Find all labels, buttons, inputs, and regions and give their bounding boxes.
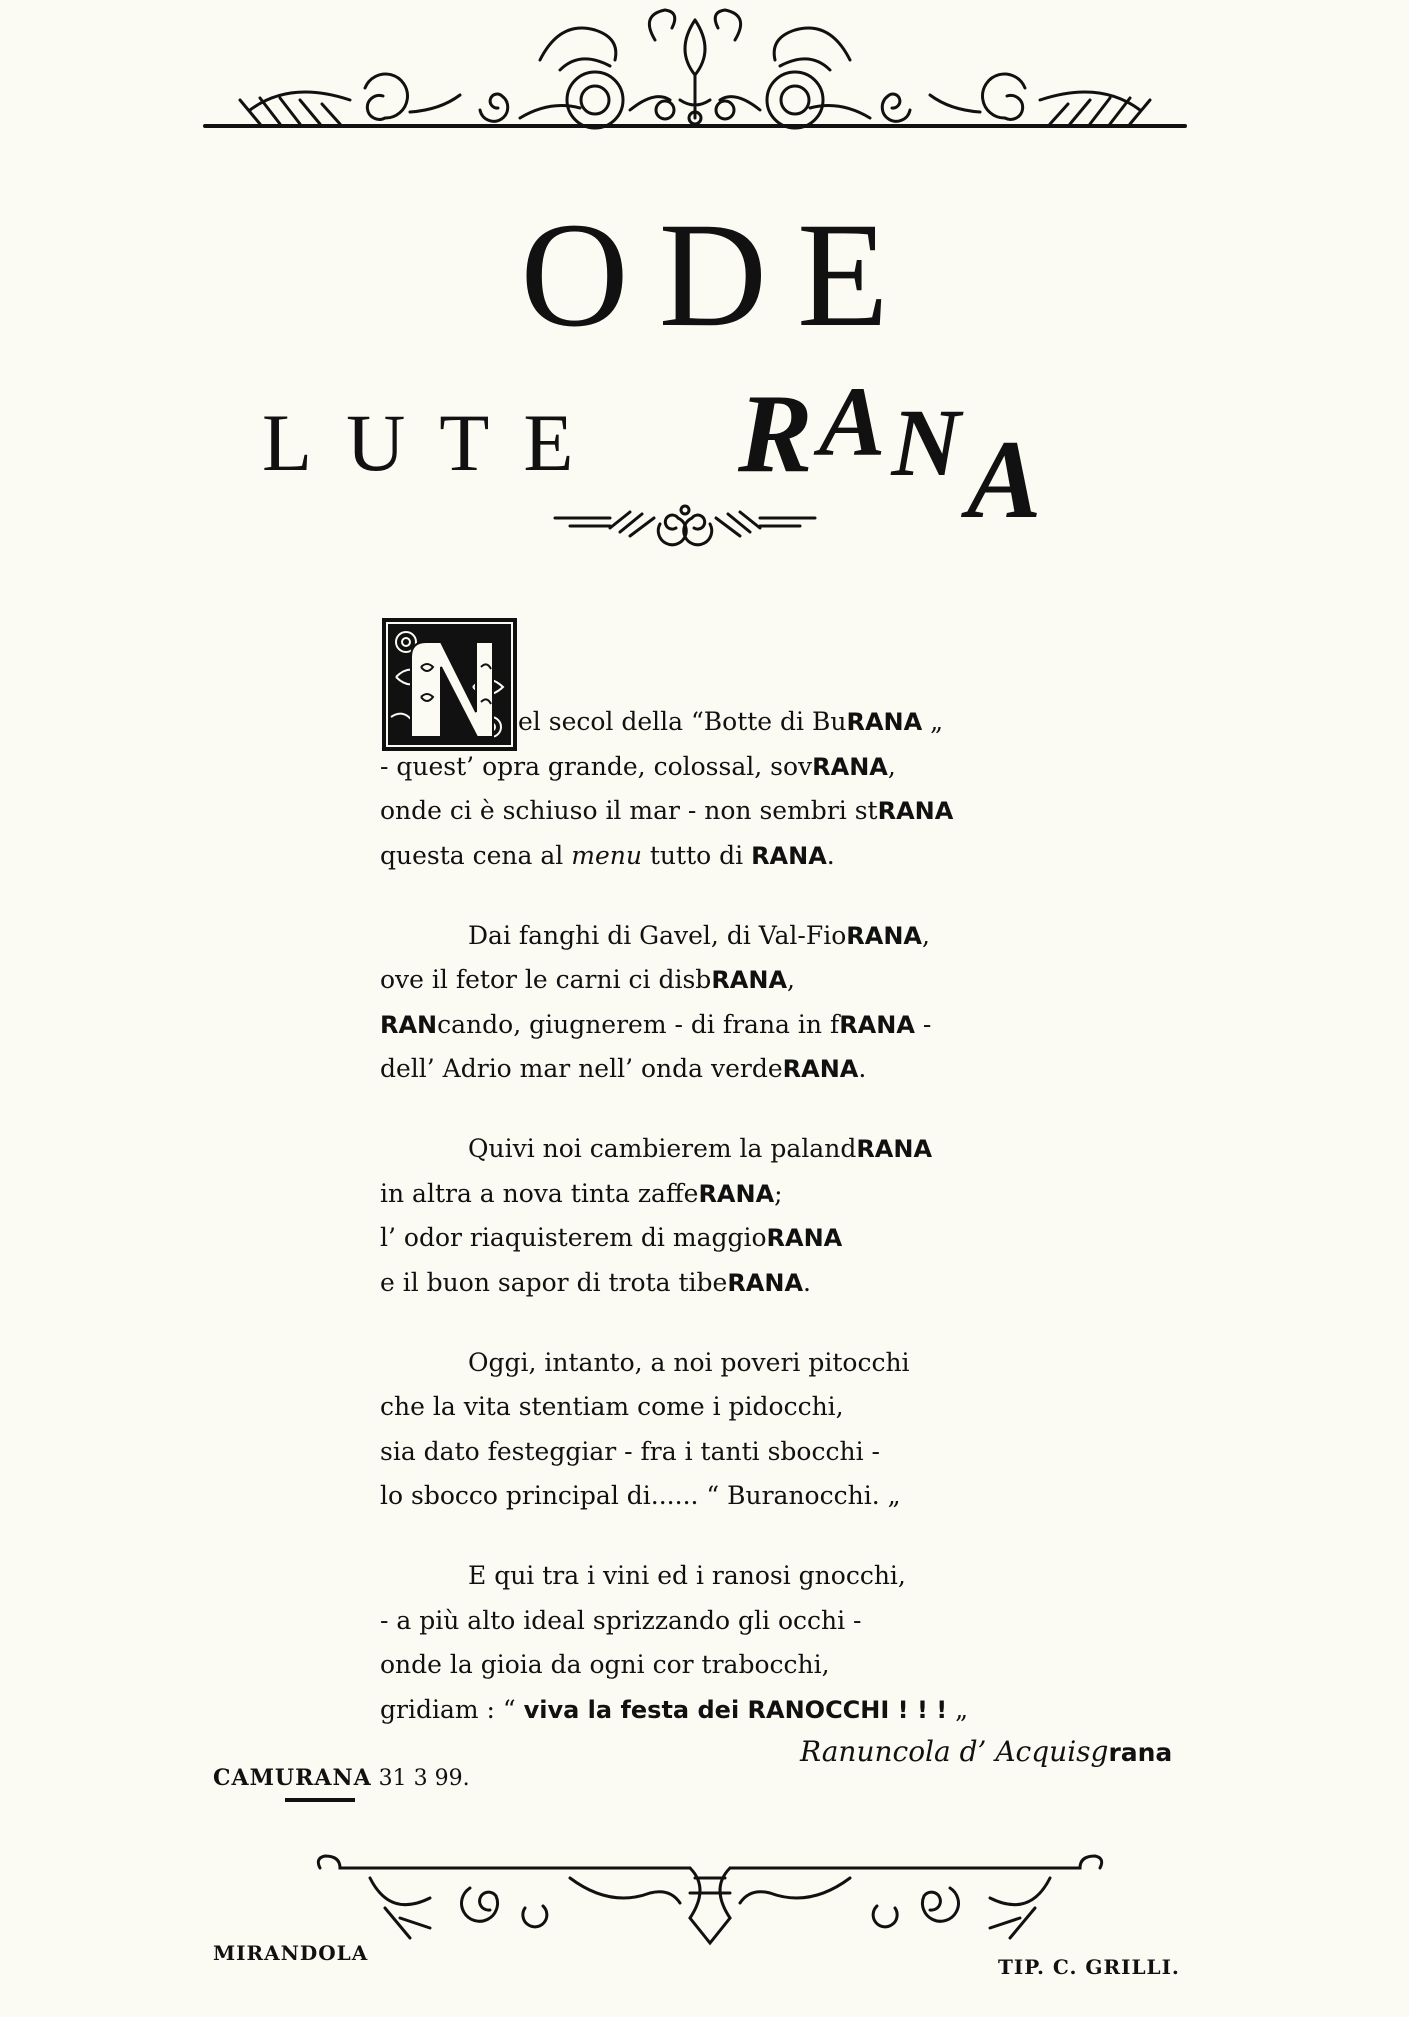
poem-text: ove il fetor le carni ci disb (380, 965, 712, 994)
poem-line (380, 1430, 1020, 1475)
stanza (380, 914, 1020, 1092)
poem-text: dell’ Adrio mar nell’ onda verde (380, 1054, 783, 1083)
poem-text: - (914, 1009, 932, 1039)
poem-text: . (858, 1054, 867, 1083)
title-rana-letter: A (818, 366, 892, 477)
poem (380, 700, 1020, 1768)
poem-line (380, 1127, 1020, 1172)
place-name: CAMURANA (213, 1765, 372, 1791)
poem-rana-word: RANA (839, 1010, 915, 1039)
poem-text: Quivi noi cambierem la paland (468, 1134, 857, 1163)
poem-line (380, 1341, 1020, 1386)
title-rana (738, 366, 1048, 542)
poem-line (380, 1047, 1020, 1092)
poem-text: . (803, 1267, 811, 1297)
poem-rana-word: RANA (766, 1224, 843, 1252)
top-ornament (200, 0, 1190, 140)
title-ornament (550, 498, 820, 558)
poem-rana-word: RANA (812, 752, 888, 781)
poem-text: „ (947, 1694, 969, 1724)
poem-text: Oggi, intanto, a noi poveri pitocchi (468, 1347, 910, 1377)
poem-text: l’ odor riaquisterem di maggio (380, 1223, 767, 1252)
poem-line (380, 1599, 1020, 1644)
poem-text: lo sbocco principal di...... “ Buranocchi. „ (380, 1481, 901, 1510)
signature-bold: rana (1108, 1738, 1173, 1767)
poem-italic-word: menu (571, 840, 642, 870)
signature-text: Ranuncola d’ Acquisg (800, 1735, 1109, 1768)
poem-line (380, 1003, 1020, 1048)
place-date (213, 1765, 470, 1791)
title-rana-letter: R (738, 372, 819, 496)
poem-text: „ (922, 707, 944, 736)
title-ode: ODE (520, 192, 919, 358)
poem-rana-word: RANA (846, 921, 922, 950)
poem-line (380, 958, 1020, 1003)
title-rana-letter: A (966, 418, 1048, 542)
poem-text: onde ci è schiuso il mar - non sembri st (380, 796, 878, 825)
poem-rana-word: RANA (727, 1268, 804, 1297)
poem-text: , (887, 751, 896, 781)
poem-line (380, 1688, 1020, 1733)
poem-line (380, 1216, 1020, 1261)
poem-text: , (787, 965, 795, 994)
bottom-ornament (310, 1848, 1110, 1948)
date: 31 3 99. (378, 1766, 470, 1791)
poem-rana-word: viva la festa dei RANOCCHI ! ! ! (523, 1695, 948, 1724)
poem-text: sia dato festeggiar - fra i tanti sbocchi - (380, 1436, 880, 1466)
poem-text: questa cena al (380, 840, 572, 870)
poem-text: , (922, 920, 930, 950)
footer-left: MIRANDOLA (213, 1941, 369, 1965)
poem-text: Dai fanghi di Gavel, di Val-Fio (468, 920, 847, 950)
footer-right: TIP. C. GRILLI. (998, 1955, 1180, 1979)
poem-line (380, 1261, 1020, 1306)
title-rana-letter: N (891, 389, 967, 496)
poem-rana-word: RANA (877, 797, 954, 825)
poem-line (380, 1474, 1020, 1519)
stanza (380, 1341, 1020, 1519)
poem-rana-word: RAN (380, 1010, 438, 1039)
poem-line (380, 1172, 1020, 1217)
poem-line (380, 1554, 1020, 1599)
poem-text: - quest’ opra grande, colossal, sov (380, 751, 813, 781)
stanza (380, 1127, 1020, 1305)
poem-rana-word: RANA (782, 1055, 859, 1083)
poem-text: ; (774, 1178, 783, 1208)
poem-rana-word: RANA (846, 708, 923, 736)
stanza (380, 700, 1020, 878)
poem-text: onde la gioia da ogni cor trabocchi, (380, 1650, 830, 1679)
poem-line (380, 834, 1020, 879)
signature (800, 1735, 1172, 1768)
place-underline (285, 1798, 355, 1802)
poem-text: el secol della “Botte di Bu (518, 707, 847, 736)
poem-line (380, 789, 1020, 834)
stanza (380, 1554, 1020, 1732)
poem-text: gridiam : “ (380, 1694, 524, 1724)
poem-text: E qui tra i vini ed i ranosi gnocchi, (468, 1561, 906, 1590)
poem-rana-word: RANA (856, 1135, 933, 1163)
poem-text: e il buon sapor di trota tibe (380, 1267, 728, 1297)
poem-text: in altra a nova tinta zaffe (380, 1178, 699, 1208)
poem-line (380, 1643, 1020, 1688)
poem-rana-word: RANA (711, 966, 788, 994)
title-lute: LUTE (262, 397, 608, 488)
poem-text: che la vita stentiam come i pidocchi, (380, 1392, 844, 1421)
poem-line (380, 914, 1020, 959)
poem-text: cando, giugnerem - di frana in f (437, 1009, 840, 1039)
poem-line (380, 1385, 1020, 1430)
poem-rana-word: RANA (698, 1179, 775, 1208)
poem-line (380, 745, 1020, 790)
poem-text: . (826, 840, 835, 870)
poem-rana-word: RANA (751, 841, 827, 870)
poem-line (380, 700, 1020, 745)
poem-text: - a più alto ideal sprizzando gli occhi - (380, 1605, 862, 1635)
poem-text: tutto di (641, 840, 752, 870)
